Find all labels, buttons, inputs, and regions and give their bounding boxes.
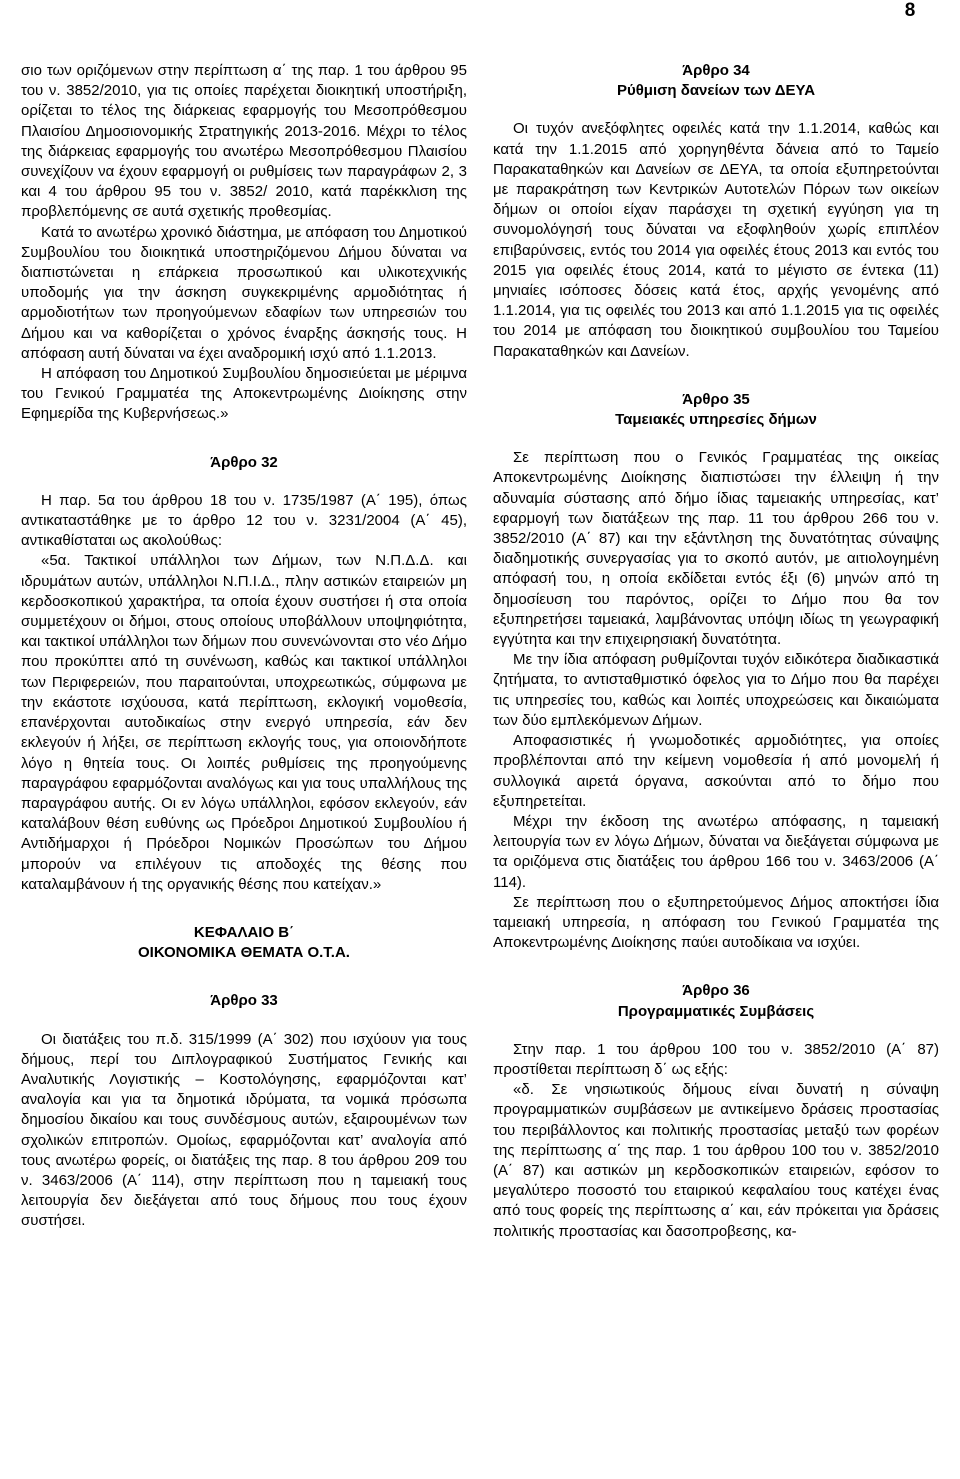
article-title: Προγραμματικές Συμβάσεις	[617, 1002, 815, 1020]
page-number: 8	[904, 0, 916, 21]
article-title: Ρύθμιση δανείων των ΔΕΥΑ	[616, 82, 816, 100]
chapter-title: ΟΙΚΟΝΟΜΙΚΑ ΘΕΜΑΤΑ Ο.Τ.Α.	[138, 944, 350, 962]
left-column	[21, 61, 467, 1232]
article-heading: Άρθρο 32	[210, 453, 278, 471]
paragraph: Η απόφαση του Δημοτικού Συμβουλίου δημοσιεύεται με μέριμνα του Γενικού Γραμματέα της Αποκεντρωμένης Διοίκησης στην Εφημερίδα της Κυβερνήσεως.»	[21, 365, 467, 423]
paragraph: «5α. Τακτικοί υπάλληλοι των Δήμων, των Ν.Π.Δ.Δ. και ιδρυμάτων αυτών, υπάλληλοι Ν.Π.Ι.Δ., πλην αστικών εταιρειών μη κερδοσκοπικού χαρακτήρα, τα οποία έχουν συστήσει ή στα οποία συμμετέχουν οι δήμοι, στους οποίους υποβάλλουν υποψηφιότητα, και τακτικοί υπάλληλοι των δήμων που συνενώνονται στο νέο Δήμο που προκύπτει από τη συνένωση, καθώς και τακτικοί υπάλληλοι των Περιφερειών, που παραιτούνται, υποχρεωτικώς, σύμφωνα με την εκάστοτε ισχύουσα, κατά περίπτωση, εκλογική νομοθεσία, επανέρχονται αυτοδικαίως στην ενεργό υπηρεσία, εάν δεν εκλεγούν ή λήξει, σε περίπτωση εκλογής τους, για οποιονδήποτε λόγο η θητεία τους. Οι λοιπές ρυθμίσεις της προηγούμενης παραγράφου εφαρμόζονται αναλόγως και για τους υπαλλήλους της παραγράφου αυτής. Οι εν λόγω υπάλληλοι, εφόσον εκλεγούν, εάν καταλάβουν θέση ευθύνης ως Πρόεδροι Δημοτικού Συμβουλίου ή Αντιδήμαρχοι ή Πρόεδροι Νομικών Προσώπων του Δήμου μπορούν να επιλέγουν τις αποδοχές της θέσης που καταλαμβάνουν ή της οργανικής θέσης που κατείχαν.»	[21, 552, 467, 893]
article-heading: Άρθρο 34	[682, 62, 750, 79]
paragraph: «δ. Σε νησιωτικούς δήμους είναι δυνατή η σύναψη προγραμματικών συμβάσεων με αντικείμενο δράσεις προστασίας του περιβάλλοντος και πολιτικής προστασίας μεταξύ των φορέων της περίπτωσης α΄ της παρ. 1 του άρθρου 100 του ν. 3852/2010 (Α΄ 87) και αστικών μη κερδοσκοπικών εταιρειών, εφόσον το μεγαλύτερο ποσοστό του εταιρικού κεφαλαίου τους κατέχει ένας από τους φορείς της περίπτωσης α΄ και, εάν πρόκειται για δράσεις πολιτικής προστασίας και δασοπροβεσης, κα-	[493, 1081, 939, 1240]
article-heading: Άρθρο 36	[682, 982, 750, 1000]
right-column	[493, 61, 939, 1242]
article-heading: Άρθρο 35	[682, 390, 750, 408]
paragraph: Στην παρ. 1 του άρθρου 100 του ν. 3852/2010 (Α΄ 87) προστίθεται περίπτωση δ΄ ως εξής:	[493, 1040, 939, 1078]
paragraph: Οι διατάξεις του π.δ. 315/1999 (Α΄ 302) που ισχύουν για τους δήμους, περί του Διπλογραφικού Συστήματος Γενικής και Αναλυτικής Λογιστικής – Κοστολόγησης, εφαρμόζονται κατ’ αναλογία και για τα δημοτικά ιδρύματα, τα νομικά πρόσωπα δημοσίου δικαίου και τους συνδέσμους αυτών, εξαιρουμένων των σχολικών επιτροπών. Ομοίως, εφαρμόζονται κατ’ αναλογία από τους ανωτέρω φορείς, οι διατάξεις της παρ. 8 του άρθρου 209 του ν. 3463/2006 (Α΄ 114), στην περίπτωση που η ταμειακή τους λειτουργία δεν διεξάγεται από τους δήμους που τους έχουν συστήσει.	[21, 1030, 467, 1230]
paragraph: Η παρ. 5α του άρθρου 18 του ν. 1735/1987 (Α΄ 195), όπως αντικαταστάθηκε με το άρθρο 12 του ν. 3231/2004 (Α΄ 45), αντικαθίσταται ως ακολούθως:	[21, 491, 467, 550]
paragraph: Με την ίδια απόφαση ρυθμίζονται τυχόν ειδικότερα διαδικαστικά ζητήματα, το αντισταθμιστικό όφελος για το Δήμο που θα παρέχει τις υπηρεσίες του, καθώς και λοιπές υποχρεώσεις και δικαιώματα των δύο εμπλεκόμενων Δήμων.	[493, 651, 939, 729]
chapter-heading: ΚΕΦΑΛΑΙΟ Β΄	[193, 923, 295, 941]
article-heading: Άρθρο 33	[210, 992, 278, 1010]
paragraph: σιο των οριζόμενων στην περίπτωση α΄ της παρ. 1 του άρθρου 95 του ν. 3852/2010, για τις οποίες παρέχεται διοικητική υποστήριξη, ορίζεται το τέλος της διάρκειας εφαρμογής του Μεσοπρόθεσμου Πλαισίου Δημοσιονομικής Στρατηγικής 2013-2016. Μέχρι το τέλος της διάρκειας εφαρμογής του ανωτέρω Μεσοπρόθεσμου Πλαισίου συνεχίζουν να έχουν εφαρμογή οι ρυθμίσεις των παραγράφων 2, 3 και 4 του άρθρου 95 του ν. 3852/ 2010, κατά παρέκκλιση της προβλεπόμενης σε αυτά σχετικής προθεσμίας.	[21, 62, 467, 221]
paragraph: Σε περίπτωση που ο Γενικός Γραμματέας της οικείας Αποκεντρωμένης Διοίκησης διαπιστώσει την έλλειψη ή την αδυναμία σύστασης από δήμο ίδιας ταμειακής υπηρεσίας, κατ’ εφαρμογή των διατάξεων της παρ. 11 του άρθρου 266 του ν. 3852/2010 (Α΄ 87) και την εξάντληση της δυνατότητας σύναψης διαδημοτικής συνεργασίας για το σκοπό αυτόν, με αιτιολογημένη απόφασή του, η οποία εκδίδεται εντός έξι (6) μηνών από τη δημοσίευση του παρόντος, ορίζει το Δήμο που θα τον εξυπηρετήσει ταμειακά, λαμβάνοντας υπόψη ιδίως τη γεωγραφική εγγύτητα και την επιχειρησιακή δυνατότητα.	[493, 449, 939, 649]
paragraph: Σε περίπτωση που ο εξυπηρετούμενος Δήμος αποκτήσει ίδια ταμειακή υπηρεσία, η απόφαση του Γενικού Γραμματέα της Αποκεντρωμένης Διοίκησης παύει αυτοδίκαια να ισχύει.	[493, 893, 939, 952]
paragraph: Κατά το ανωτέρω χρονικό διάστημα, με απόφαση του Δημοτικού Συμβουλίου του διοικητικά υποστηριζόμενου Δήμου δύναται να διαπιστώνεται η επάρκεια προσωπικού και υλικοτεχνικής υποδομής για την άσκηση συγκεκριμένης αρμοδιότητας ή αρμοδιοτήτων των προηγούμενων εδαφίων των υπηρεσιών του Δήμου και να καθορίζεται ο χρόνος έναρξης άσκησής τους. Η απόφαση αυτή δύναται να έχει αναδρομική ισχύ από 1.1.2013.	[21, 223, 467, 362]
article-title: Ταμειακές υπηρεσίες δήμων	[615, 411, 817, 429]
paragraph: Αποφασιστικές ή γνωμοδοτικές αρμοδιότητες, για οποίες προβλέπονται από την κείμενη νομοθεσία ή από μονομελή ή συλλογικά αιρετά όργανα, ασκούνται από το δήμο που εξυπηρετείται.	[493, 732, 939, 810]
paragraph: Οι τυχόν ανεξόφλητες οφειλές κατά την 1.1.2014, καθώς και κατά την 1.1.2015 από χορηγηθέντα δάνεια από το Ταμείο Παρακαταθηκών και Δανείων σε ΔΕΥΑ, τα οποία εξυπηρετούνται με παρακράτηση των Κεντρικών Αυτοτελών Πόρων των οικείων δήμων οι οποίοι είχαν παράσχει τη σχετική εγγύηση για τη συνομολόγησή τους δύναται να εξοφληθούν χωρίς επιπλέον επιβαρύνσεις, εντός του 2014 για οφειλές έτους 2013 και εντός του 2015 για οφειλές έτους 2014, κατά το μέγιστο σε έντεκα (11) μηνιαίες ισόποσες δόσεις κατά έτος, αρχής γενομένης από 1.1.2014, για τις οφειλές του 2013 και από 1.1.2015 για τις οφειλές του 2014 με απόφαση του διοικητικού συμβουλίου του Ταμείου Παρακαταθηκών και Δανείων.	[493, 120, 939, 360]
paragraph: Μέχρι την έκδοση της ανωτέρω απόφασης, η ταμειακή λειτουργία των εν λόγω Δήμων, δύναται να διεξάγεται σύμφωνα με τα οριζόμενα στις διατάξεις του άρθρου 166 του ν. 3463/2006 (Α΄ 114).	[493, 812, 939, 891]
